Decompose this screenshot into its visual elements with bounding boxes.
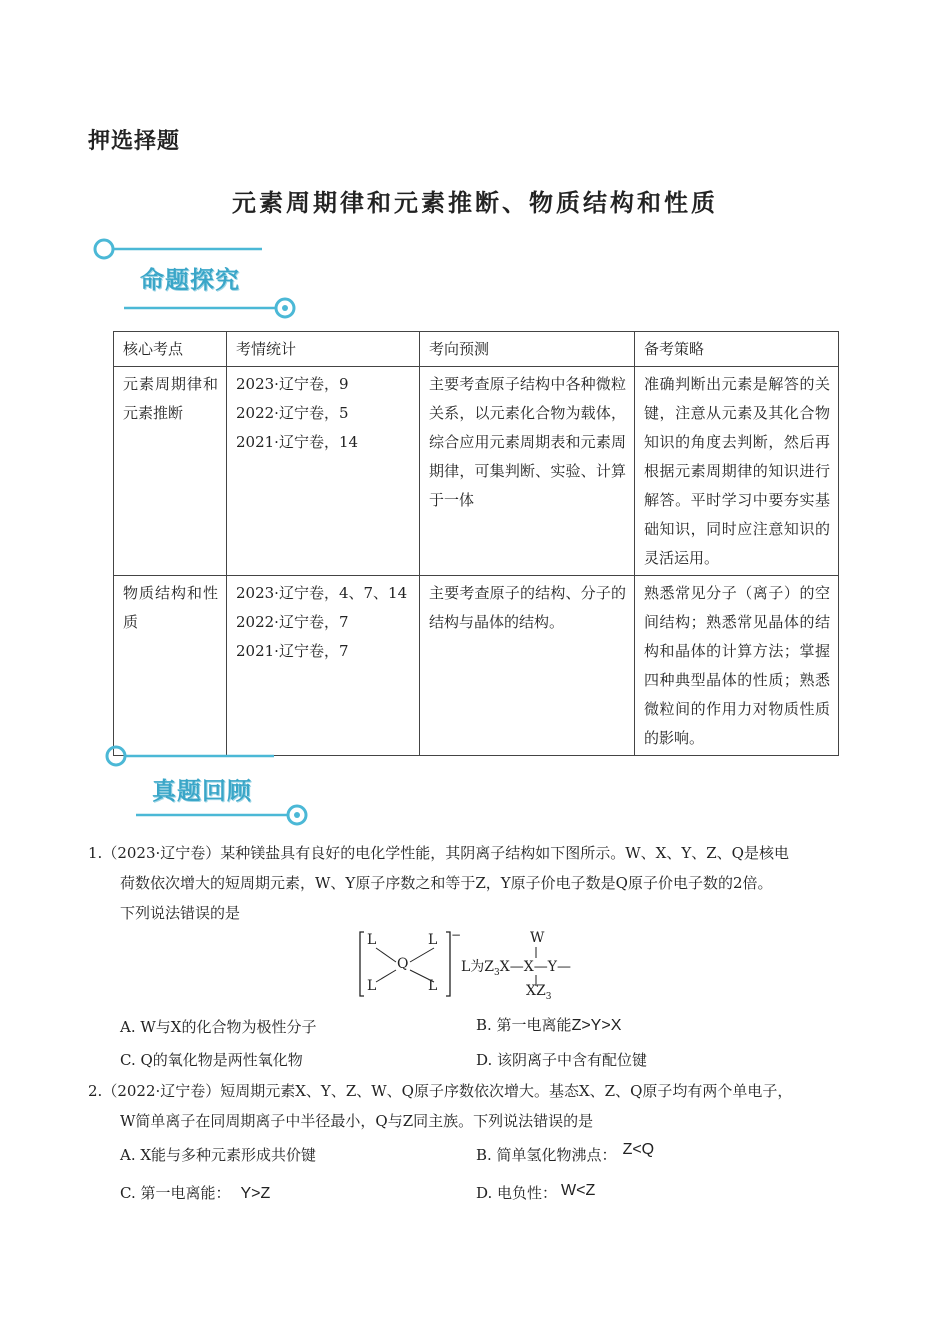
- anion-structure-figure: [358, 928, 608, 1004]
- center-atom-label: Q: [397, 956, 409, 972]
- xz3-group-label: $XZ_3$: [526, 983, 552, 1002]
- stats-cell: [227, 576, 420, 756]
- question-line: [88, 838, 878, 868]
- explore-heading: 命题探究: [140, 266, 240, 294]
- charge-label: −: [451, 928, 462, 942]
- topic-cell: 物质结构和性质: [114, 576, 227, 756]
- question-text: （2023·辽宁卷）某种镁盐具有良好的电化学性能，其阴离子结构如下图所示。W、X、Y、Z、Q是核电: [102, 844, 789, 862]
- review-banner: [102, 740, 317, 830]
- ligand-desc: L为$Z_3X—X—Y—$: [461, 959, 571, 978]
- ligand-label: L: [367, 932, 377, 948]
- stat-line: 2021·辽宁卷，14: [236, 433, 359, 451]
- question-2: [88, 1076, 878, 1136]
- table-row: [114, 576, 839, 756]
- option-a[interactable]: A. X能与多种元素形成共价键: [120, 1146, 317, 1164]
- table-row: [114, 367, 839, 576]
- table-header-cell: 备考策略: [635, 332, 839, 367]
- question-1: [88, 838, 878, 928]
- stat-line: 2021·辽宁卷，7: [236, 642, 349, 660]
- w-atom-label: W: [530, 930, 545, 946]
- doc-label: 押选择题: [88, 129, 181, 154]
- stat-line: 2022·辽宁卷，7: [236, 613, 349, 631]
- stats-cell: [227, 367, 420, 576]
- ligand-label: L: [428, 978, 438, 994]
- option-c[interactable]: C. Q的氧化物是两性氧化物: [120, 1051, 303, 1069]
- table-header-cell: 核心考点: [114, 332, 227, 367]
- stat-line: 2023·辽宁卷，4、7、14: [236, 584, 408, 602]
- option-b[interactable]: B. 第一电离能Z>Y>X: [476, 1016, 622, 1034]
- forecast-cell: 主要考查原子结构中各种微粒关系，以元素化合物为载体，综合应用元素周期表和元素周期律，可集判断、实验、计算于一体: [420, 367, 635, 576]
- option-a[interactable]: A. W与X的化合物为极性分子: [120, 1018, 317, 1036]
- topic-cell: 元素周期律和元素推断: [114, 367, 227, 576]
- ligand-label: L: [367, 978, 377, 994]
- strategy-cell: 熟悉常见分子（离子）的空间结构；熟悉常见晶体的结构和晶体的计算方法；掌握四种典型晶体的性质；熟悉微粒间的作用力对物质性质的影响。: [635, 576, 839, 756]
- question-line: W简单离子在同周期离子中半径最小，Q与Z同主族。下列说法错误的是: [120, 1112, 594, 1130]
- question-number: 2.: [88, 1082, 103, 1100]
- explore-banner: [90, 233, 305, 323]
- option-d[interactable]: D. 该阴离子中含有配位键: [476, 1051, 648, 1069]
- option-c[interactable]: C. 第一电离能： Y>Z: [120, 1184, 271, 1202]
- forecast-cell: 主要考查原子的结构、分子的结构与晶体的结构。: [420, 576, 635, 756]
- doc-title: 元素周期律和元素推断、物质结构和性质: [232, 189, 718, 217]
- ligand-label: L: [428, 932, 438, 948]
- review-heading: 真题回顾: [152, 777, 252, 805]
- stat-line: 2023·辽宁卷，9: [236, 375, 349, 393]
- table-header-cell: 考向预测: [420, 332, 635, 367]
- option-b[interactable]: B. 简单氢化物沸点： Z<Q: [476, 1141, 655, 1164]
- question-number: 1.: [88, 844, 103, 862]
- strategy-cell: 准确判断出元素是解答的关键，注意从元素及其化合物知识的角度去判断，然后再根据元素周期律的知识进行解答。平时学习中要夯实基础知识，同时应注意知识的灵活运用。: [635, 367, 839, 576]
- table-header-row: [114, 332, 839, 367]
- exam-analysis-table: [113, 331, 839, 756]
- question-line: [88, 1076, 878, 1106]
- question-line: 下列说法错误的是: [120, 904, 241, 922]
- stat-line: 2022·辽宁卷，5: [236, 404, 349, 422]
- table-header-cell: 考情统计: [227, 332, 420, 367]
- option-d[interactable]: D. 电负性： W<Z: [476, 1182, 596, 1202]
- question-line: 荷数依次增大的短周期元素，W、Y原子序数之和等于Z，Y原子价电子数是Q原子价电子数的2倍。: [120, 874, 773, 892]
- question-text: （2022·辽宁卷）短周期元素X、Y、Z、W、Q原子序数依次增大。基态X、Z、Q原子均有两个单电子，: [102, 1082, 793, 1100]
